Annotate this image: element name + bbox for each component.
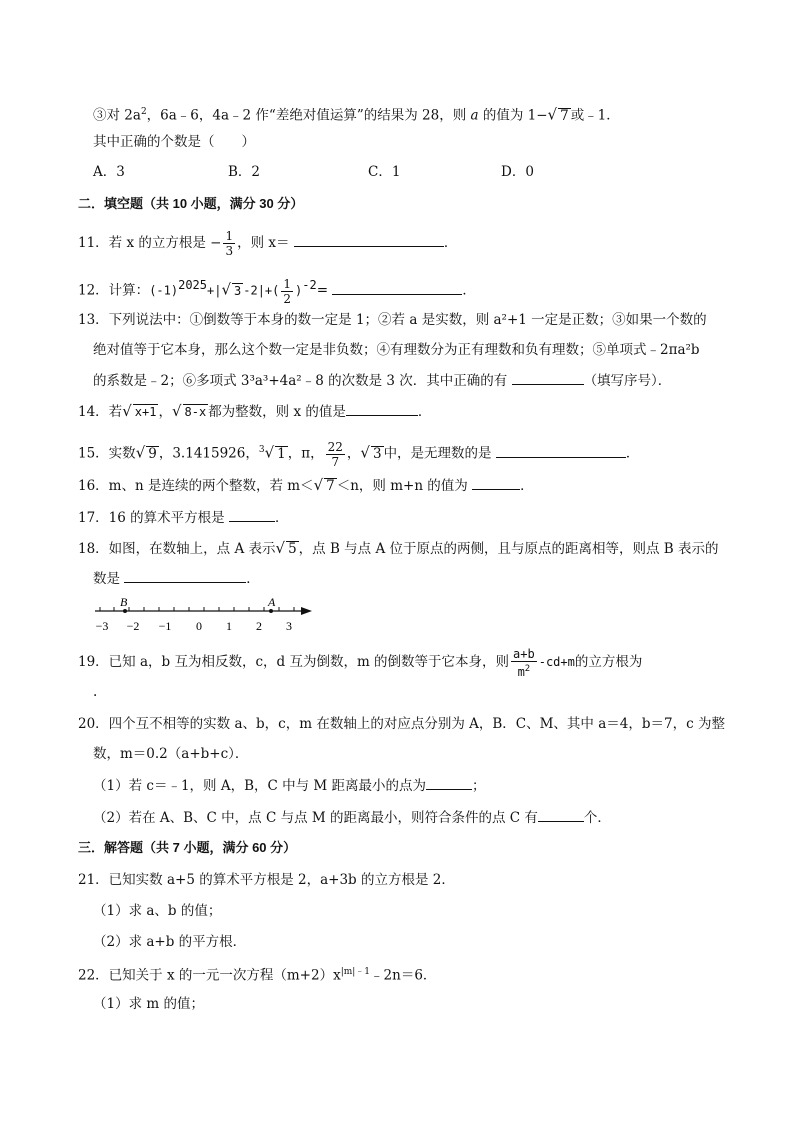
q14-answer-blank[interactable] (346, 401, 418, 416)
q13-answer-blank[interactable] (512, 370, 584, 385)
q20-part1: （1）若 c＝﹣1，则 A，B，C 中与 M 距离最小的点为 ； (93, 775, 486, 796)
q10-prompt: 其中正确的个数是（ ） (93, 134, 255, 150)
tick-label: −2 (126, 619, 140, 633)
number-line (90, 594, 320, 636)
q13-line3: 的系数是﹣2；⑥多项式 3³a³+4a²﹣8 的次数是 3 次．其中正确的有 （填写序号）． (93, 370, 671, 391)
q10-item3: ③对 $2a^2$，6a﹣6，4a﹣2 作“差绝对值运算”的结果为 28，则 a 的值为 1−√ 7 或﹣1． (93, 105, 620, 124)
q22: 22．已知关于 x 的一元一次方程$(m+2)x^{|m|﹣1}﹣2n=6$． (78, 967, 437, 984)
q13-line1: 13．下列说法中：①倒数等于本身的数一定是 1；②若 a 是实数，则 a²+1 一定是正数；③如果一个数的 (78, 312, 707, 328)
q20-line1: 20．四个互不相等的实数 a、b，c，m 在数轴上的对应点分别为 A，B．C、M、其中 a＝4，b＝7，c 为整 (78, 716, 725, 732)
q22-part1: （1）求 m 的值； (93, 996, 204, 1012)
q19: 19．已知 a，b 互为相反数，c，d 互为倒数，m 的倒数等于它本身，则 $\frac{a+b}{m^2}$ -cd+m的立方根为 (78, 646, 643, 679)
q20-2-answer-blank[interactable] (538, 807, 584, 822)
q21-part1: （1）求 a、b 的值； (93, 903, 222, 919)
q11-answer-blank[interactable] (294, 232, 444, 247)
option-a[interactable]: A．3 (93, 164, 125, 180)
q18-line2: 数是 ． (93, 568, 260, 589)
option-d[interactable]: D．0 (501, 164, 534, 180)
option-b[interactable]: B．2 (228, 164, 261, 180)
tick-label: 2 (256, 619, 262, 633)
tick-label: −3 (95, 619, 109, 633)
arrow-right-icon (301, 607, 312, 615)
q19-blank-end[interactable]: . (93, 684, 98, 700)
q12-answer-blank[interactable] (332, 280, 462, 295)
q12: 12．计算：$(-1)^{2025}+|√$ 3 -2|+( $\frac{1}{2}$ )$^{-2}$= ． (78, 276, 476, 306)
q16-answer-blank[interactable] (472, 475, 520, 490)
tick-label: 3 (286, 619, 292, 633)
point-a (269, 609, 273, 613)
q17: 17．16 的算术平方根是 ． (78, 507, 288, 528)
q21: 21．已知实数 a+5 的算术平方根是 2，a+3b 的立方根是 2． (78, 872, 455, 888)
label-b: B (120, 595, 128, 609)
q20-1-answer-blank[interactable] (426, 775, 472, 790)
section-answer: 三．解答题（共 7 小题，满分 60 分） (78, 840, 297, 855)
label-a: A (268, 595, 276, 609)
q20-line2: 数，m＝0.2（a+b+c）． (93, 746, 249, 762)
q13-line2: 绝对值等于它本身，那么这个数一定是非负数；④有理数分为正有理数和负有理数；⑤单项式﹣2πa²b (93, 342, 700, 358)
q16: 16．m、n 是连续的两个整数，若 m＜√ 7 ＜n，则 m+n 的值为 ． (78, 476, 534, 494)
q11: 11．若 x 的立方根是 − $\frac{1}{3}$ ，则 x＝ ． (78, 229, 458, 258)
section-fill-in: 二．填空题（共 10 小题，满分 30 分） (78, 196, 304, 211)
q18-line1: 18．如图，在数轴上，点 A 表示√ 5 ，点 B 与点 A 位于原点的两侧，且与原点的距离相等，则点 B 表示的 (78, 539, 719, 557)
q15-answer-blank[interactable] (496, 443, 626, 458)
tick-label: 0 (196, 619, 202, 633)
option-c[interactable]: C．1 (368, 164, 401, 180)
q18-answer-blank[interactable] (124, 568, 246, 583)
tick-label: 1 (226, 619, 232, 633)
point-b (123, 609, 127, 613)
q21-part2: （2）求 a+b 的平方根． (93, 934, 247, 950)
q17-answer-blank[interactable] (229, 507, 275, 522)
tick-label: −1 (158, 619, 172, 633)
q14: 14．若√ x+1 ，√ 8-x 都为整数，则 x 的值是 ． (78, 402, 432, 420)
q15: 15．实数√ 9 ，3.1415926，$^3$√ 1 ，π， $\frac{22}{7}$ ，√ 3 中，是无理数的是 ． (78, 439, 640, 469)
q20-part2: （2）若在 A、B、C 中，点 C 与点 M 的距离最小，则符合条件的点 C 有 个． (93, 807, 611, 828)
